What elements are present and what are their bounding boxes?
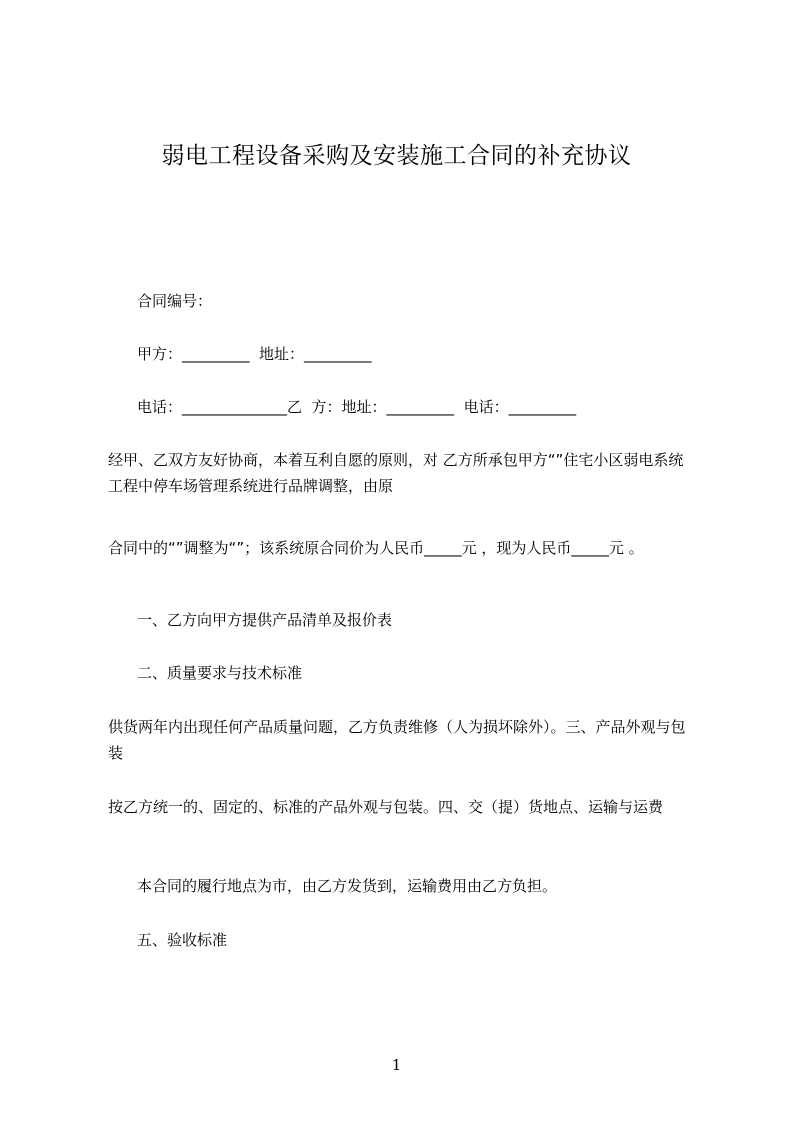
party-a-line: 甲方：_________ 地址：_________ <box>137 345 372 363</box>
paragraph-warranty: 供货两年内出现任何产品质量问题，乙方负责维修（人为损坏除外）。三、产品外观与包装 <box>108 718 686 762</box>
section-heading-product-list: 一、乙方向甲方提供产品清单及报价表 <box>137 611 393 629</box>
page-number: 1 <box>391 1056 402 1074</box>
phone-party-b-line: 电话：______________乙 方：地址：_________ 电话：_________ <box>137 398 577 416</box>
paragraph-agreement-intro: 经甲、乙双方友好协商，本着互利自愿的原则，对 乙方所承包甲方“”住宅小区弱电系统工程中停车场管理系统进行品牌调整，由原 <box>108 451 684 495</box>
document-title: 弱电工程设备采购及安装施工合同的补充协议 <box>161 143 632 169</box>
paragraph-delivery: 本合同的履行地点为市，由乙方发货到，运输费用由乙方负担。 <box>137 877 558 895</box>
section-heading-quality: 二、质量要求与技术标准 <box>137 664 303 682</box>
paragraph-packaging: 按乙方统一的、固定的、标准的产品外观与包装。四、交（提）货地点、运输与运费 <box>108 798 664 816</box>
section-heading-acceptance: 五、验收标准 <box>137 931 228 949</box>
paragraph-price-adjustment: 合同中的“”调整为“”；该系统原合同价为人民币_____元 ，现为人民币_____元 。 <box>108 539 644 557</box>
contract-number-label: 合同编号： <box>137 292 213 310</box>
